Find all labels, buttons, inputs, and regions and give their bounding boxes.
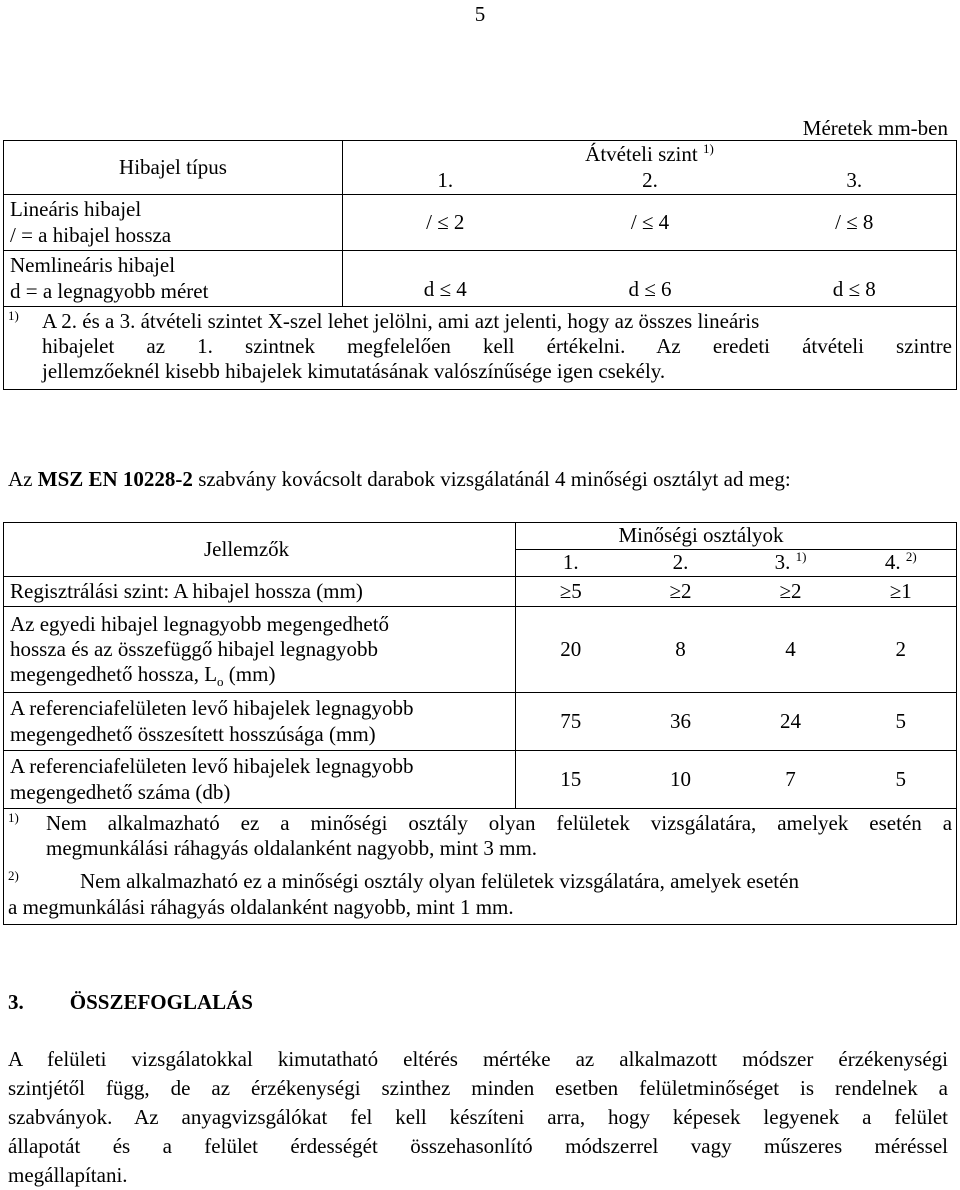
section-heading: 3. ÖSSZEFOGLALÁS [8,990,253,1014]
row-max-length: Az egyedi hibajel legnagyobb megengedhető hossza és az összefüggő hibajel legnagyobb megengedhető hossza, $L_o$ (mm) [4,607,516,693]
table2-footnotes: $^{1)}$ Nem alkalmazható ez a minőségi osztály olyan felületek vizsgálatára, amelyek esetén a megmunkálási ráhagyás oldalanként nagyobb, mint 3 mm. $^{2)}$ Nem alkalmazható ez a minőségi osztály olyan felületek vizsgálatára, amelyek esetén a megmunkálási ráhagyás oldalanként nagyobb, mint 1 mm. [4,809,957,925]
cell-len-2: 8 [626,607,736,693]
cell-nonlinear-1: d ≤ 4 [343,251,548,307]
cell-linear-2: / ≤ 4 [548,195,753,251]
cell-len-3: 4 [736,607,846,693]
unit-note: Méretek mm-ben [802,116,948,140]
cell-linear-3: / ≤ 8 [753,195,957,251]
cell-total-3: 24 [736,693,846,751]
row-label-nonlinear: Nemlineáris hibajel d = a legnagyobb méret [4,251,343,307]
class-2: 2. [626,550,736,577]
cell-linear-1: / ≤ 2 [343,195,548,251]
col-head-characteristics: Jellemzők [4,523,516,577]
col-head-defect-type: Hibajel típus [4,141,343,195]
cell-reg-2: ≥2 [626,577,736,607]
acceptance-level-table [3,140,957,390]
row-total-length: A referenciafelületen levő hibajelek legnagyobb megengedhető összesített hosszúsága (mm) [4,693,516,751]
row-max-count: A referenciafelületen levő hibajelek legnagyobb megengedhető száma (db) [4,751,516,809]
table1-footnote: $^{1)}$ A 2. és a 3. átvételi szintet X-szel lehet jelölni, ami azt jelenti, hogy az összes lineáris hibajelet az 1. szintnek megfelelően kell értékelni. Az eredeti átvételi szintre jellemzőeknél kisebb hibajelek kimutatásának valószínűsége igen csekély. [4,307,957,390]
cell-reg-4: ≥1 [846,577,957,607]
level-2: 2. [548,168,753,195]
level-head: Átvételi szint $^{1)}$ [343,141,957,168]
class-head: Minőségi osztályok [516,523,957,550]
cell-count-2: 10 [626,751,736,809]
quality-class-table [3,522,957,925]
cell-len-1: 20 [516,607,626,693]
cell-total-4: 5 [846,693,957,751]
paragraph-classes: Az MSZ EN 10228-2 szabvány kovácsolt darabok vizsgálatánál 4 minőségi osztályt ad meg: [8,467,791,491]
cell-reg-3: ≥2 [736,577,846,607]
cell-count-4: 5 [846,751,957,809]
cell-total-2: 36 [626,693,736,751]
cell-total-1: 75 [516,693,626,751]
level-1: 1. [343,168,548,195]
cell-reg-1: ≥5 [516,577,626,607]
class-4: 4. $^{2)}$ [846,550,957,577]
cell-nonlinear-3: d ≤ 8 [753,251,957,307]
class-3: 3. $^{1)}$ [736,550,846,577]
cell-count-3: 7 [736,751,846,809]
level-3: 3. [753,168,957,195]
cell-count-1: 15 [516,751,626,809]
cell-len-4: 2 [846,607,957,693]
class-1: 1. [516,550,626,577]
cell-nonlinear-2: d ≤ 6 [548,251,753,307]
summary-paragraph: A felületi vizsgálatokkal kimutatható eltérés mértéke az alkalmazott módszer érzékenységi szintjétől függ, de az érzékenységi szinthez minden esetben felületminőséget is rendelnek a szabványok. Az anyagvizsgálókat fel kell készíteni arra, hogy képesek legyenek a felület állapotát és a felület érdességét összehasonlító módszerrel vagy műszeres méréssel megállapítani. [8,1047,948,1187]
row-registration-level: Regisztrálási szint: A hibajel hossza (mm) [4,577,516,607]
row-label-linear: Lineáris hibajel / = a hibajel hossza [4,195,343,251]
page-number: 5 [474,2,486,26]
